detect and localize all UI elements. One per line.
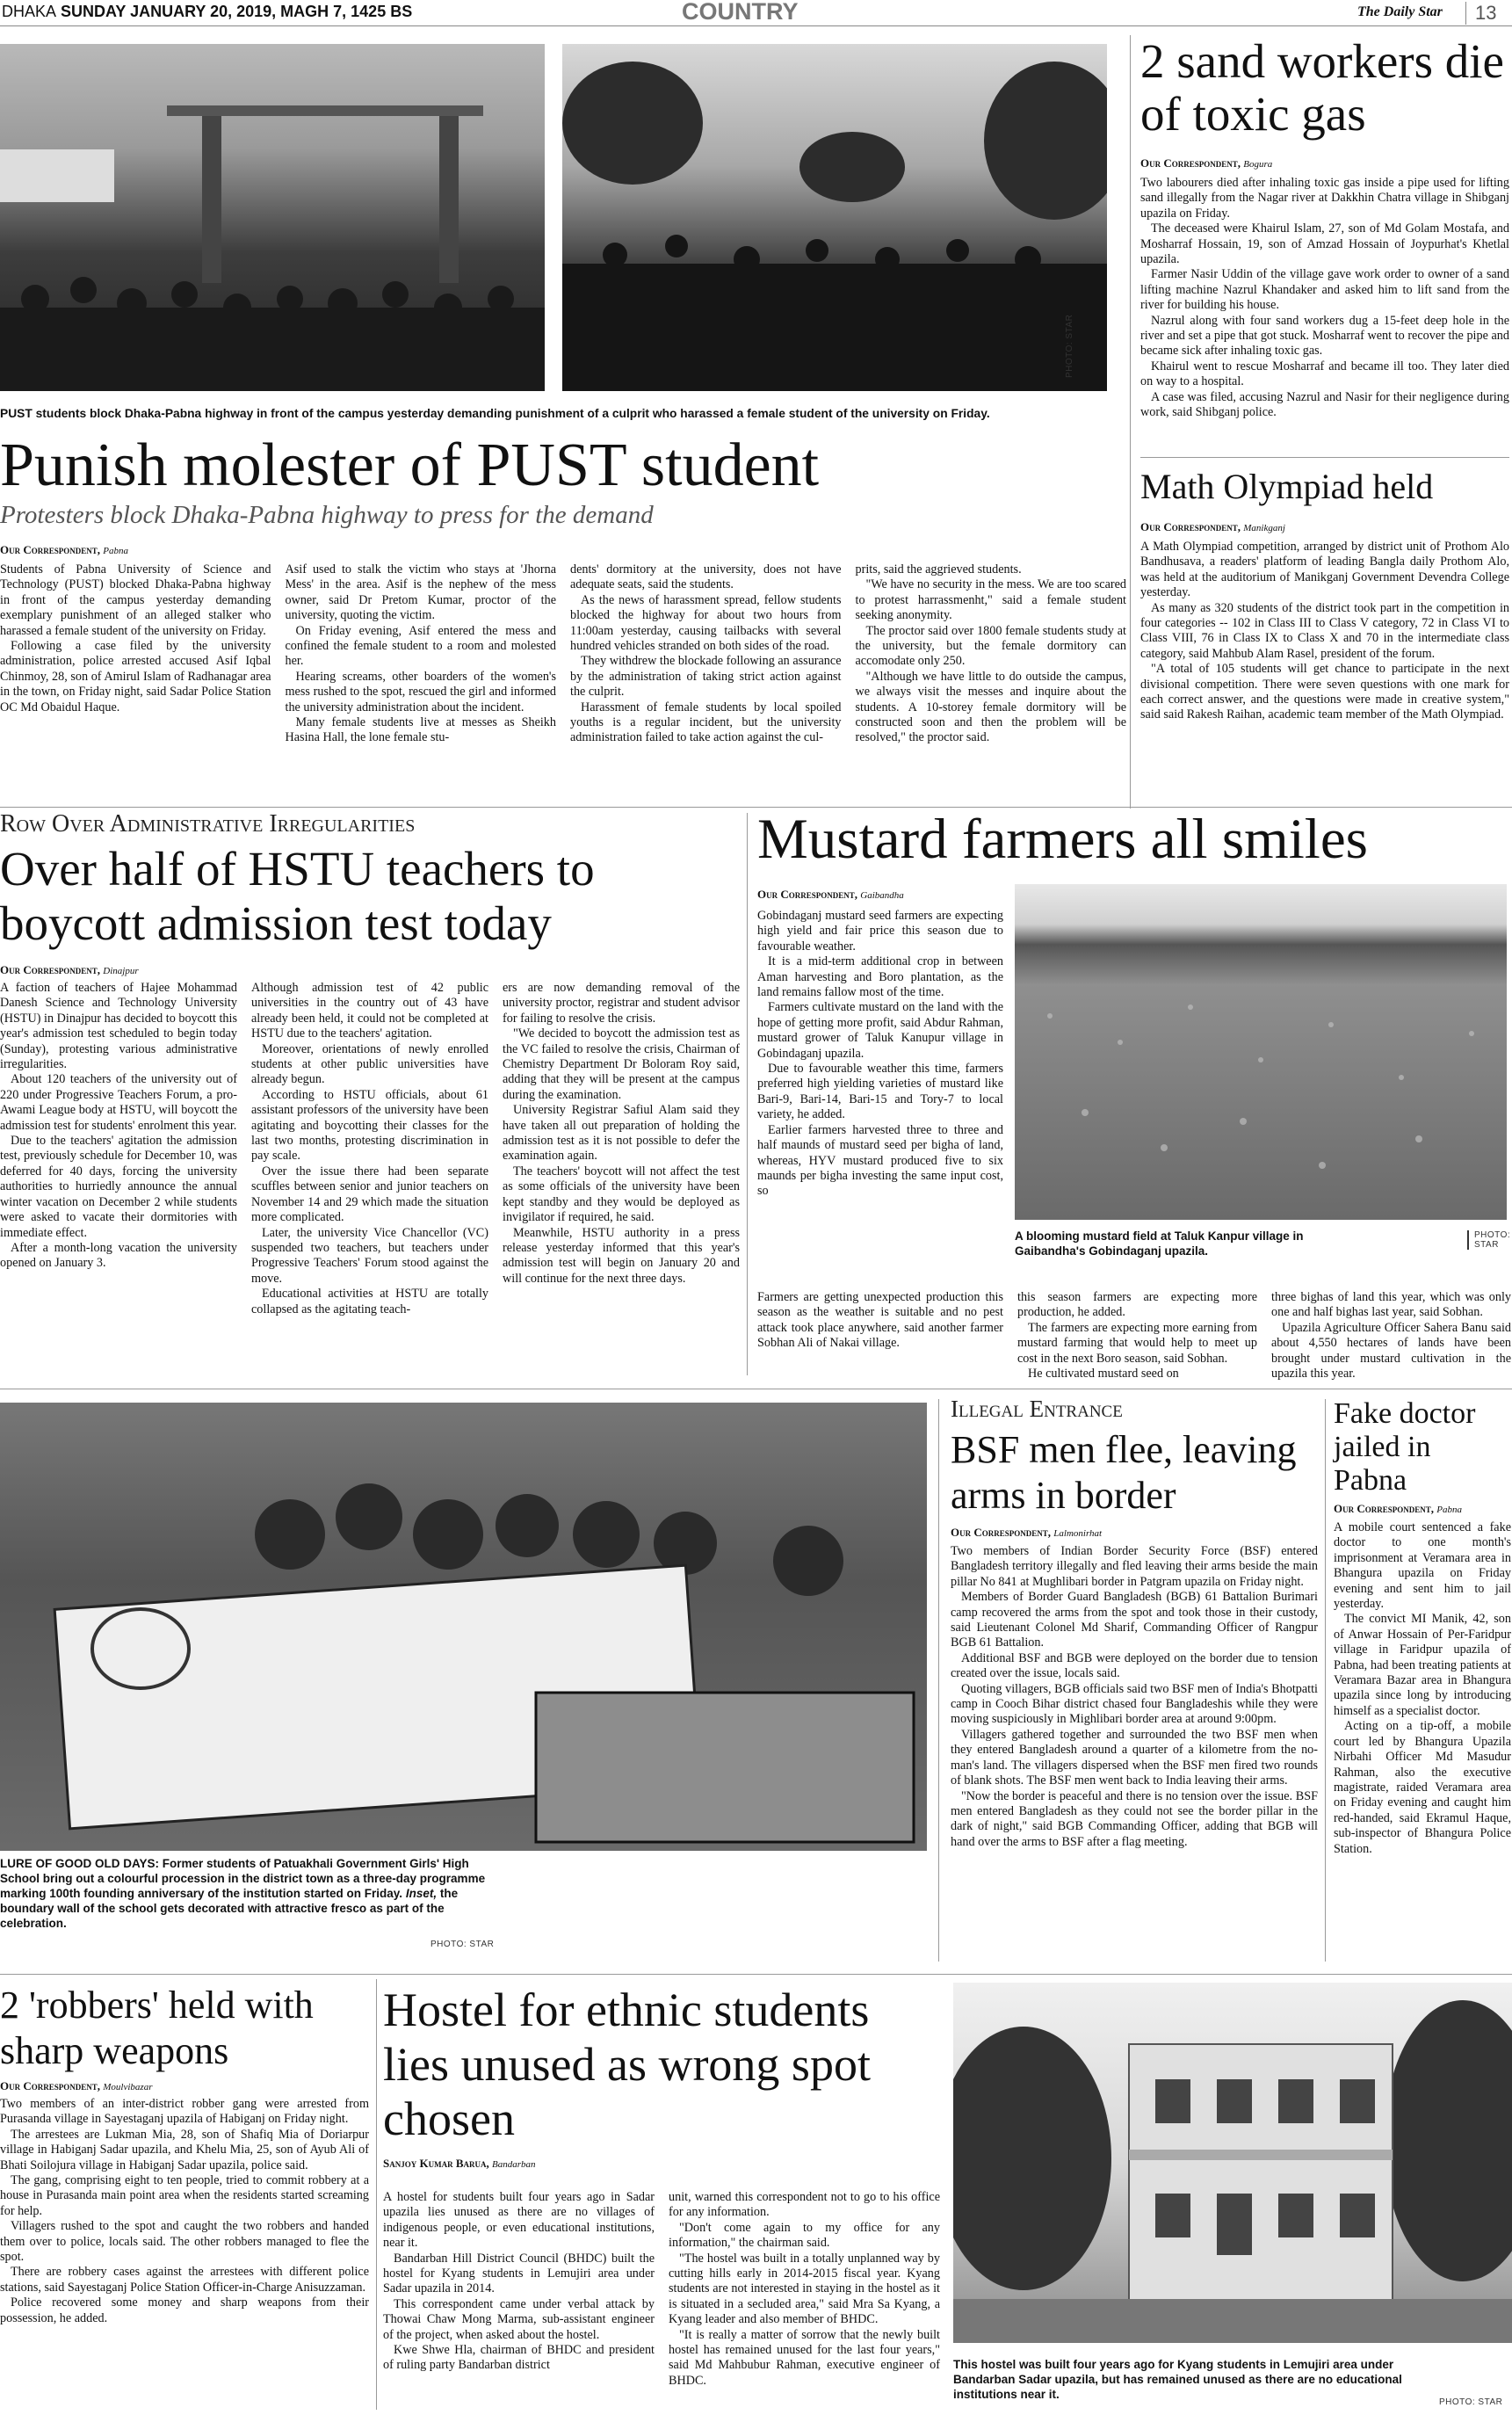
pust-photo-credit: PHOTO: STAR — [1065, 314, 1074, 378]
paragraph: Farmers are getting unexpected production this season as the weather is suitable and no pest attack took place anywhere, said another farmer Sobhan Ali of Nakai village. — [757, 1290, 1003, 1351]
paragraph: As many as 320 students of the district took part in the competition in four categories -- 102 in Class III to Class V category, 72 in Class VI to Class VIII, 76 in Class IX to Class X and 70 in the intermediate class category, said Mahbub Alam Rasel, president of the forum. — [1140, 600, 1509, 661]
mustard-caption: A blooming mustard field at Taluk Kanpur village in Gaibandha's Gobindaganj upazila. — [1015, 1229, 1304, 1258]
byline-text: Sanjoy Kumar Barua, — [383, 2157, 489, 2170]
byline-location: Lalmonirhat — [1053, 1528, 1103, 1539]
patuakhali-photo — [0, 1403, 927, 1851]
paragraph: Farmers cultivate mustard on the land with the hope of getting more profit, said Abdur Rahman, mustard grower of Taluk Kanupur village in Gobindaganj upazila. — [757, 1000, 1003, 1061]
math-column — [1140, 540, 1509, 723]
hstu-byline — [0, 963, 139, 977]
paragraph: Bandarban Hill District Council (BHDC) built the hostel for Kyang students in Lemujiri area under Sadar upazila in 2014. — [383, 2251, 655, 2296]
mustard-column-1b — [757, 1290, 1003, 1382]
paragraph: A case was filed, accusing Nazrul and Nasir for their negligence during work, said Shibganj police. — [1140, 389, 1509, 420]
caption-inset: Inset, — [405, 1887, 438, 1900]
paragraph: A hostel for students built four years ago in Sadar upazila lies unused as there are no villages of indigenous people, or even educational institutions, near it. — [383, 2190, 655, 2251]
pust-photo-left — [0, 44, 545, 391]
paragraph: It is a mid-term additional crop in between Aman harvesting and Boro plantation, as the land remains fallow most of the time. — [757, 954, 1003, 1000]
paragraph: Khairul went to rescue Mosharraf and became ill too. They later died on way to a hospital. — [1140, 359, 1509, 389]
sand-column — [1140, 176, 1509, 421]
paragraph: The proctor said over 1800 female students study at the university, but the female dormitory can accomodate only 250. — [855, 623, 1126, 669]
byline-text: Our Correspondent, — [757, 888, 858, 901]
dateline-date: SUNDAY JANUARY 20, 2019, MAGH 7, 1425 BS — [61, 3, 413, 20]
bsf-column — [951, 1544, 1318, 1850]
paragraph: On Friday evening, Asif entered the mess and confined the female student to a room and molested her. — [285, 623, 556, 669]
highway-crowd-image — [562, 44, 1107, 391]
paragraph: three bighas of land this year, which was only one and half bighas last year, said Sobhan. — [1271, 1290, 1511, 1320]
paragraph: dents' dormitory at the university, does not have adequate seats, said the students. — [570, 562, 842, 592]
mustard-column-3 — [1271, 1290, 1511, 1382]
paragraph: "We have no security in the mess. We are too scared to protest harrassmenht," said a female student seeking anonymity. — [855, 577, 1126, 623]
paragraph: "We decided to boycott the admission test as the VC failed to resolve the crisis, Chairman of Chemistry Department Dr Boloram Roy said, adding that they will be present at the campus during the examination. — [503, 1026, 740, 1102]
paragraph: After a month-long vacation the university opened on January 3. — [0, 1240, 237, 1271]
bsf-byline — [951, 1526, 1102, 1540]
fake-headline: Fake doctor jailed in Pabna — [1334, 1397, 1476, 1497]
mustard-column-1 — [757, 909, 1003, 1200]
caption-lead: LURE OF GOOD OLD DAYS: — [0, 1857, 160, 1870]
pust-photo-right — [562, 44, 1107, 391]
byline-text: Our Correspondent, — [0, 963, 101, 976]
paragraph: Educational activities at HSTU are totally collapsed as the agitating teach- — [251, 1287, 488, 1316]
byline-text: Our Correspondent, — [1140, 156, 1241, 170]
paragraph: There are robbery cases against the arrestees with different police stations, said Sayestaganj Police Station Officer-in-Charge Anisuzzaman. — [0, 2265, 369, 2295]
paragraph: Two members of Indian Border Security Force (BSF) entered Bangladesh territory illegally and fled leaving their arms beside the main pillar No 841 at Mughlibari border in Patgram upazila on Friday night. — [951, 1544, 1318, 1589]
paragraph: Hearing screams, other boarders of the women's mess rushed to the spot, rescued the girl and informed the university administration about the incident. — [285, 669, 556, 714]
paragraph: Two labourers died after inhaling toxic gas inside a pipe used for lifting sand illegally from the Nagar river at Dakkhin Chatra village in Shibganj upazila on Friday. — [1140, 176, 1509, 221]
paragraph: Police recovered some money and sharp weapons from their possession, he added. — [0, 2295, 369, 2325]
masthead — [0, 0, 1512, 26]
pust-column-4 — [856, 562, 1127, 746]
byline-location: Bogura — [1243, 159, 1273, 170]
pust-column-3 — [570, 562, 842, 746]
paragraph: The deceased were Khairul Islam, 27, son of Md Golam Mostafa, and Mosharraf Hossain, 19, son of Amzad Hossain of Joypurhat's Khetlal upazila. — [1140, 221, 1509, 267]
byline-text: Our Correspondent, — [1140, 520, 1241, 533]
paragraph: University Registrar Safiul Alam said they have taken all out preparation of holding the admission test as it is not possible to defer the examination again. — [503, 1103, 740, 1164]
paragraph: According to HSTU officials, about 61 assistant professors of the university have been agitating and boycotting their classes for the last two months, protesting discrimination in pay scale. — [251, 1087, 488, 1164]
paragraph: ers are now demanding removal of the university proctor, registrar and student advisor for failing to resolve the crisis. — [503, 981, 740, 1026]
sand-headline: 2 sand workers die of toxic gas — [1140, 34, 1504, 141]
pust-headline: Punish molester of PUST student — [0, 432, 820, 499]
hstu-kicker: Row Over Administrative Irregularities — [0, 810, 416, 838]
paragraph: Kwe Shwe Hla, chairman of BHDC and president of ruling party Bandarban district — [383, 2343, 655, 2373]
hstu-column-3 — [503, 981, 740, 1317]
hostel-caption: This hostel was built four years ago for Kyang students in Lemujiri area under Bandarban Sadar upazila, but has remained unused as there are no educational institutions near it. — [953, 2358, 1402, 2401]
paragraph: The gang, comprising eight to ten people, tried to commit robbery at a house in Purasanda main point area when the residents started screaming for help. — [0, 2173, 369, 2218]
rule-vertical-fake — [1325, 1399, 1326, 1962]
pust-caption: PUST students block Dhaka-Pabna highway in front of the campus yesterday demanding punishment of a culprit who harassed a female student of the university on Friday. — [0, 407, 990, 420]
paragraph: They withdrew the blockade following an assurance by the administration of taking strict action against the culprit. — [570, 654, 842, 700]
pust-subhead: Protesters block Dhaka-Pabna highway to press for the demand — [0, 501, 654, 529]
paragraph: "It is really a matter of sorrow that the newly built hostel has remained unused for the last four years," said Md Mahbubur Rahman, executive engineer of BHDC. — [669, 2327, 940, 2388]
paragraph: The farmers are expecting more earning from mustard farming that would help to meet up cost in the next Boro season, said Sobhan. — [1017, 1320, 1257, 1366]
paragraph: Over the issue there had been separate scuffles between senior and junior teachers on November 14 and 29 which made the situation more complicated. — [251, 1164, 488, 1225]
page-number: 13 — [1465, 2, 1496, 25]
paragraph: Members of Border Guard Bangladesh (BGB) 61 Battalion Burimari camp recovered the arms from the spot and took those in their custody, said Lieutenant Colonel Md Sharif, Commanding Officer of Rangpur BGB 61 Battalion. — [951, 1590, 1318, 1650]
robbers-column — [0, 2097, 369, 2326]
math-headline: Math Olympiad held — [1140, 467, 1434, 506]
paragraph: Later, the university Vice Chancellor (VC) suspended two teachers, but teachers under Progressive Teachers' Forum stood against the move. — [251, 1225, 488, 1286]
bsf-body — [951, 1544, 1318, 1850]
mustard-body-right — [757, 1290, 1511, 1382]
rule-vertical-mid — [747, 813, 748, 1375]
patuakhali-caption — [0, 1856, 492, 1931]
byline-location: Pabna — [1436, 1505, 1462, 1515]
fake-body — [1334, 1520, 1511, 1857]
paragraph: "A total of 105 students will get chance to participate in the next divisional competition. There were seven questions with one mark for each correct answer, and the questions were made in creative system," said said Rakesh Raihan, academic team member of the Math Olympiad. — [1140, 662, 1509, 722]
mustard-photo — [1015, 884, 1507, 1220]
paper-name: The Daily Star — [1357, 4, 1443, 19]
byline-location: Bandarban — [492, 2159, 536, 2170]
rule-horizontal-3 — [0, 1974, 1512, 1975]
byline-location: Gaibandha — [860, 890, 904, 901]
caption-text: Former students of Patuakhali Government Girls' High School bring out a colourful procession in the district town as a three-day programme marking 100th founding anniversary of the institution started on Friday. — [0, 1857, 486, 1900]
patuakhali-photo-credit: PHOTO: STAR — [430, 1940, 495, 1949]
robbers-byline — [0, 2079, 153, 2093]
sand-byline — [1140, 156, 1272, 170]
paragraph: Nazrul along with four sand workers dug a 15-feet deep hole in the river and set a pipe that got stuck. Mosharraf went to recover the pipe and became sick after inhaling toxic gas. — [1140, 313, 1509, 359]
paragraph: "Although we have little to do outside the campus, we always visit the messes and inquire about the students. A 10-storey female dormitory will be constructed soon and then the problem will be resolved," the proctor said. — [855, 669, 1126, 745]
paragraph: "Now the border is peaceful and there is no tension over the issue. BSF men entered Bangladesh as they could not see the border pillar in the dark of night," said BGB Commanding Officer, adding that BGB will hand over the arms to BSF after a flag meeting. — [951, 1788, 1318, 1849]
hostel-column-1 — [383, 2190, 655, 2389]
paragraph: unit, warned this correspondent not to go to his office for any information. — [669, 2190, 940, 2220]
math-body — [1140, 540, 1509, 723]
hostel-headline: Hostel for ethnic students lies unused as wrong spot chosen — [383, 1983, 871, 2145]
robbers-headline: 2 'robbers' held with sharp weapons — [0, 1983, 314, 2072]
byline-text: Our Correspondent, — [1334, 1502, 1435, 1515]
pust-column-2 — [286, 562, 557, 746]
paragraph: Two members of an inter-district robber gang were arrested from Purasanda village in Sayestaganj upazila of Habiganj on Friday night. — [0, 2097, 369, 2127]
paragraph: Due to the teachers' agitation the admission test, previously schedule for December 10, was deferred for 40 days, forcing the university authorities to hurriedly announce the annual winter vacation on December 2 while students were asked to vacate their dormitories with immediate effect. — [0, 1134, 237, 1240]
hstu-headline: Over half of HSTU teachers to boycott admission test today — [0, 842, 595, 950]
paragraph: prits, said the aggrieved students. — [855, 562, 1022, 577]
pust-byline — [0, 543, 128, 557]
byline-text: Our Correspondent, — [0, 2079, 101, 2092]
hostel-column-2 — [669, 2190, 940, 2389]
hostel-photo-credit: PHOTO: STAR — [1439, 2397, 1503, 2407]
paragraph: Although admission test of 42 public universities in the country out of 43 have already been held, it could not be completed at HSTU due to the teachers' agitation. — [251, 981, 488, 1041]
rule-vertical-bsf — [938, 1399, 939, 1962]
math-byline — [1140, 520, 1285, 534]
paragraph: Asif used to stalk the victim who stays at 'Jhorna Mess' in the area. Asif is the nephew of the mess owner, said Dr Pretom Kumar, proctor of the university, quoting the victim. — [285, 562, 556, 623]
hstu-column-1 — [0, 981, 237, 1317]
hostel-photo — [953, 1983, 1512, 2343]
paragraph: As the news of harassment spread, fellow students blocked the highway for about two hours from 11:00am yesterday, causing tailbacks with several hundred vehicles stranded on both sides of the road. — [570, 592, 842, 654]
paragraph: Quoting villagers, BGB officials said two BSF men of India's Bhotpatti camp in Cooch Bihar district chased four Bangladeshis while they were moving suspiciously in Mighlibari border area at around 9:00pm. — [951, 1681, 1318, 1727]
paragraph: "Don't come again to my office for any information," the chairman said. — [669, 2220, 940, 2251]
hostel-body — [383, 2190, 940, 2389]
byline-text: Our Correspondent, — [0, 543, 101, 556]
rule-vertical-hostel — [376, 1979, 377, 2410]
paragraph: A Math Olympiad competition, arranged by district unit of Prothom Alo Bandhusava, a readers' platform of leading Bangla daily Prothom Alo, was held at the auditorium of Manikganj Government Devendra College yesterday. — [1140, 540, 1509, 600]
mustard-field-image — [1015, 884, 1507, 1220]
hstu-column-2 — [251, 981, 488, 1317]
paragraph: A faction of teachers of Hajee Mohammad Danesh Science and Technology University (HSTU) in Dinajpur has decided to boycott this year's admission test scheduled to begin today (Sunday), protesting various administrative irregularities. — [0, 981, 237, 1072]
mustard-byline — [757, 888, 904, 902]
byline-text: Our Correspondent, — [951, 1526, 1052, 1539]
paragraph: The arrestees are Lukman Mia, 28, son of Shafiq Mia of Doriarpur village in Habiganj Sadar upazila, and Khelu Mia, 25, son of Ayub Ali of Bhati Soilojura village in Habiganj Sadar upazila, police said. — [0, 2127, 369, 2172]
mustard-photo-credit: PHOTO: STAR — [1467, 1230, 1511, 1250]
dateline-city: DHAKA — [2, 3, 57, 20]
paragraph: Moreover, orientations of newly enrolled students at other public universities have already begun. — [251, 1041, 488, 1087]
rule-vertical-right-top — [1130, 35, 1131, 809]
protest-crowd-image — [0, 44, 545, 391]
paragraph: The teachers' boycott will not affect the test as some officials of the university have been kept standby and they would be deployed as invigilator if required, he said. — [503, 1164, 740, 1225]
hstu-body — [0, 981, 740, 1317]
paragraph: Many female students live at messes as Sheikh Hasina Hall, the lone female stu- — [285, 715, 556, 745]
paragraph: This correspondent came under verbal attack by Thowai Chaw Mong Marma, sub-assistant engineer of the project, when asked about the hostel. — [383, 2296, 655, 2342]
paragraph: Additional BSF and BGB were deployed on the border due to tension created over the issue, locals said. — [951, 1650, 1318, 1681]
pust-body — [0, 562, 1126, 746]
hostel-byline — [383, 2157, 536, 2171]
section-label: COUNTRY — [682, 0, 799, 25]
procession-image — [0, 1403, 927, 1851]
paragraph: About 120 teachers of the university out of 220 under Progressive Teachers Forum, a pro-Awami League body at HSTU, will boycott the admission test for students' enrolment this year. — [0, 1072, 237, 1133]
hostel-building-image — [953, 1983, 1512, 2343]
paragraph: Meanwhile, HSTU authority in a press release yesterday informed that this year's admission test will begin on January 20 and will continue for the next three days. — [503, 1225, 740, 1286]
paragraph: Earlier farmers harvested three to three and half maunds of mustard seed per bigha of land, whereas, HYV mustard produced five to six maunds per bigha investing the same input cost, so — [757, 1122, 1003, 1199]
paragraph: Upazila Agriculture Officer Sahera Banu said about 4,550 hectares of lands have been brought under mustard cultivation in the upazila this year. — [1271, 1320, 1511, 1382]
byline-location: Dinajpur — [103, 966, 139, 976]
bsf-headline: BSF men flee, leaving arms in border — [951, 1428, 1297, 1517]
paragraph: Villagers gathered together and surrounded the two BSF men when they entered Bangladesh around a quarter of a kilometre from the no-man's land. The villagers dispersed when the BSF men fired two rounds of blank shots. The BSF men went back to India leaving their arms. — [951, 1727, 1318, 1788]
paragraph: Students of Pabna University of Science and Technology (PUST) blocked Dhaka-Pabna highway in front of the campus yesterday demanding exemplary punishment of an alleged stalker who harassed a female student of the university on Friday. — [0, 562, 271, 638]
mustard-headline: Mustard farmers all smiles — [757, 808, 1368, 871]
fake-byline — [1334, 1502, 1462, 1516]
paragraph: Gobindaganj mustard seed farmers are expecting high yield and fair price this season due to favourable weather. — [757, 909, 1003, 954]
paragraph: The convict MI Manik, 42, son of Anwar Hossain of Per-Faridpur village in Faridpur upazila of Pabna, had been treating patients at Veramara Bazar area in Bhangura upazila since long by introducing himself as a specialist doctor. — [1334, 1612, 1511, 1718]
paragraph: Following a case filed by the university administration, police arrested accused Asif Iqbal Chinmoy, 28, son of Amirul Islam of Radhanagar area in the town, on Friday night, said Sadar Police Station OC Md Obaidul Haque. — [0, 639, 271, 714]
paragraph: A mobile court sentenced a fake doctor to one month's imprisonment at Veramara area in Bhangura upazila on Friday evening and sent him to jail yesterday. — [1334, 1520, 1511, 1612]
paragraph: Harassment of female students by local spoiled youths is a regular incident, but the university administration failed to take action against the cul- — [570, 700, 842, 745]
paragraph: He cultivated mustard seed on — [1028, 1367, 1179, 1382]
mustard-body-left — [757, 909, 1003, 1200]
dateline — [2, 3, 412, 21]
paragraph: Farmer Nasir Uddin of the village gave work order to owner of a sand lifting machine Nazrul Khandaker and asked him to lift sand from the river for building his house. — [1140, 267, 1509, 313]
rule-sand-math — [1140, 457, 1509, 458]
byline-location: Pabna — [103, 546, 128, 556]
paragraph: Villagers rushed to the spot and caught the two robbers and handed them over to police, locals said. The other robbers managed to flee the spot. — [0, 2219, 369, 2265]
paragraph: this season farmers are expecting more production, he added. — [1017, 1290, 1257, 1320]
fake-column — [1334, 1520, 1511, 1857]
robbers-body — [0, 2097, 369, 2326]
pust-column-1 — [0, 562, 271, 746]
mustard-column-2 — [1017, 1290, 1257, 1382]
sand-body — [1140, 176, 1509, 421]
caption-tail: the boundary wall of the school gets decorated with attractive fresco as part of the celebration. — [0, 1887, 459, 1930]
paragraph: "The hostel was built in a totally unplanned way by cutting hills early in 2014-2015 fiscal year. Kyang students are not interested in staying in the hostel as it is situated in a secluded area," said Mra Sa Kyang, a Kyang leader and also member of BHDC. — [669, 2251, 940, 2327]
paragraph: Acting on a tip-off, a mobile court led by Bhangura Upazila Nirbahi Officer Md Masudur Rahman, also the executive magistrate, raided Veramara area on Friday evening and caught him red-handed, said Ekramul Haque, sub-inspector of Bhangura Police Station. — [1334, 1719, 1511, 1856]
byline-location: Moulvibazar — [103, 2082, 153, 2092]
bsf-kicker: Illegal Entrance — [951, 1396, 1123, 1422]
paragraph: Due to favourable weather this time, farmers preferred high yielding varieties of mustard like Bari-9, Bari-14, Bari-15 and Tory-7 to local variety, he added. — [757, 1062, 1003, 1122]
byline-location: Manikganj — [1243, 523, 1285, 533]
